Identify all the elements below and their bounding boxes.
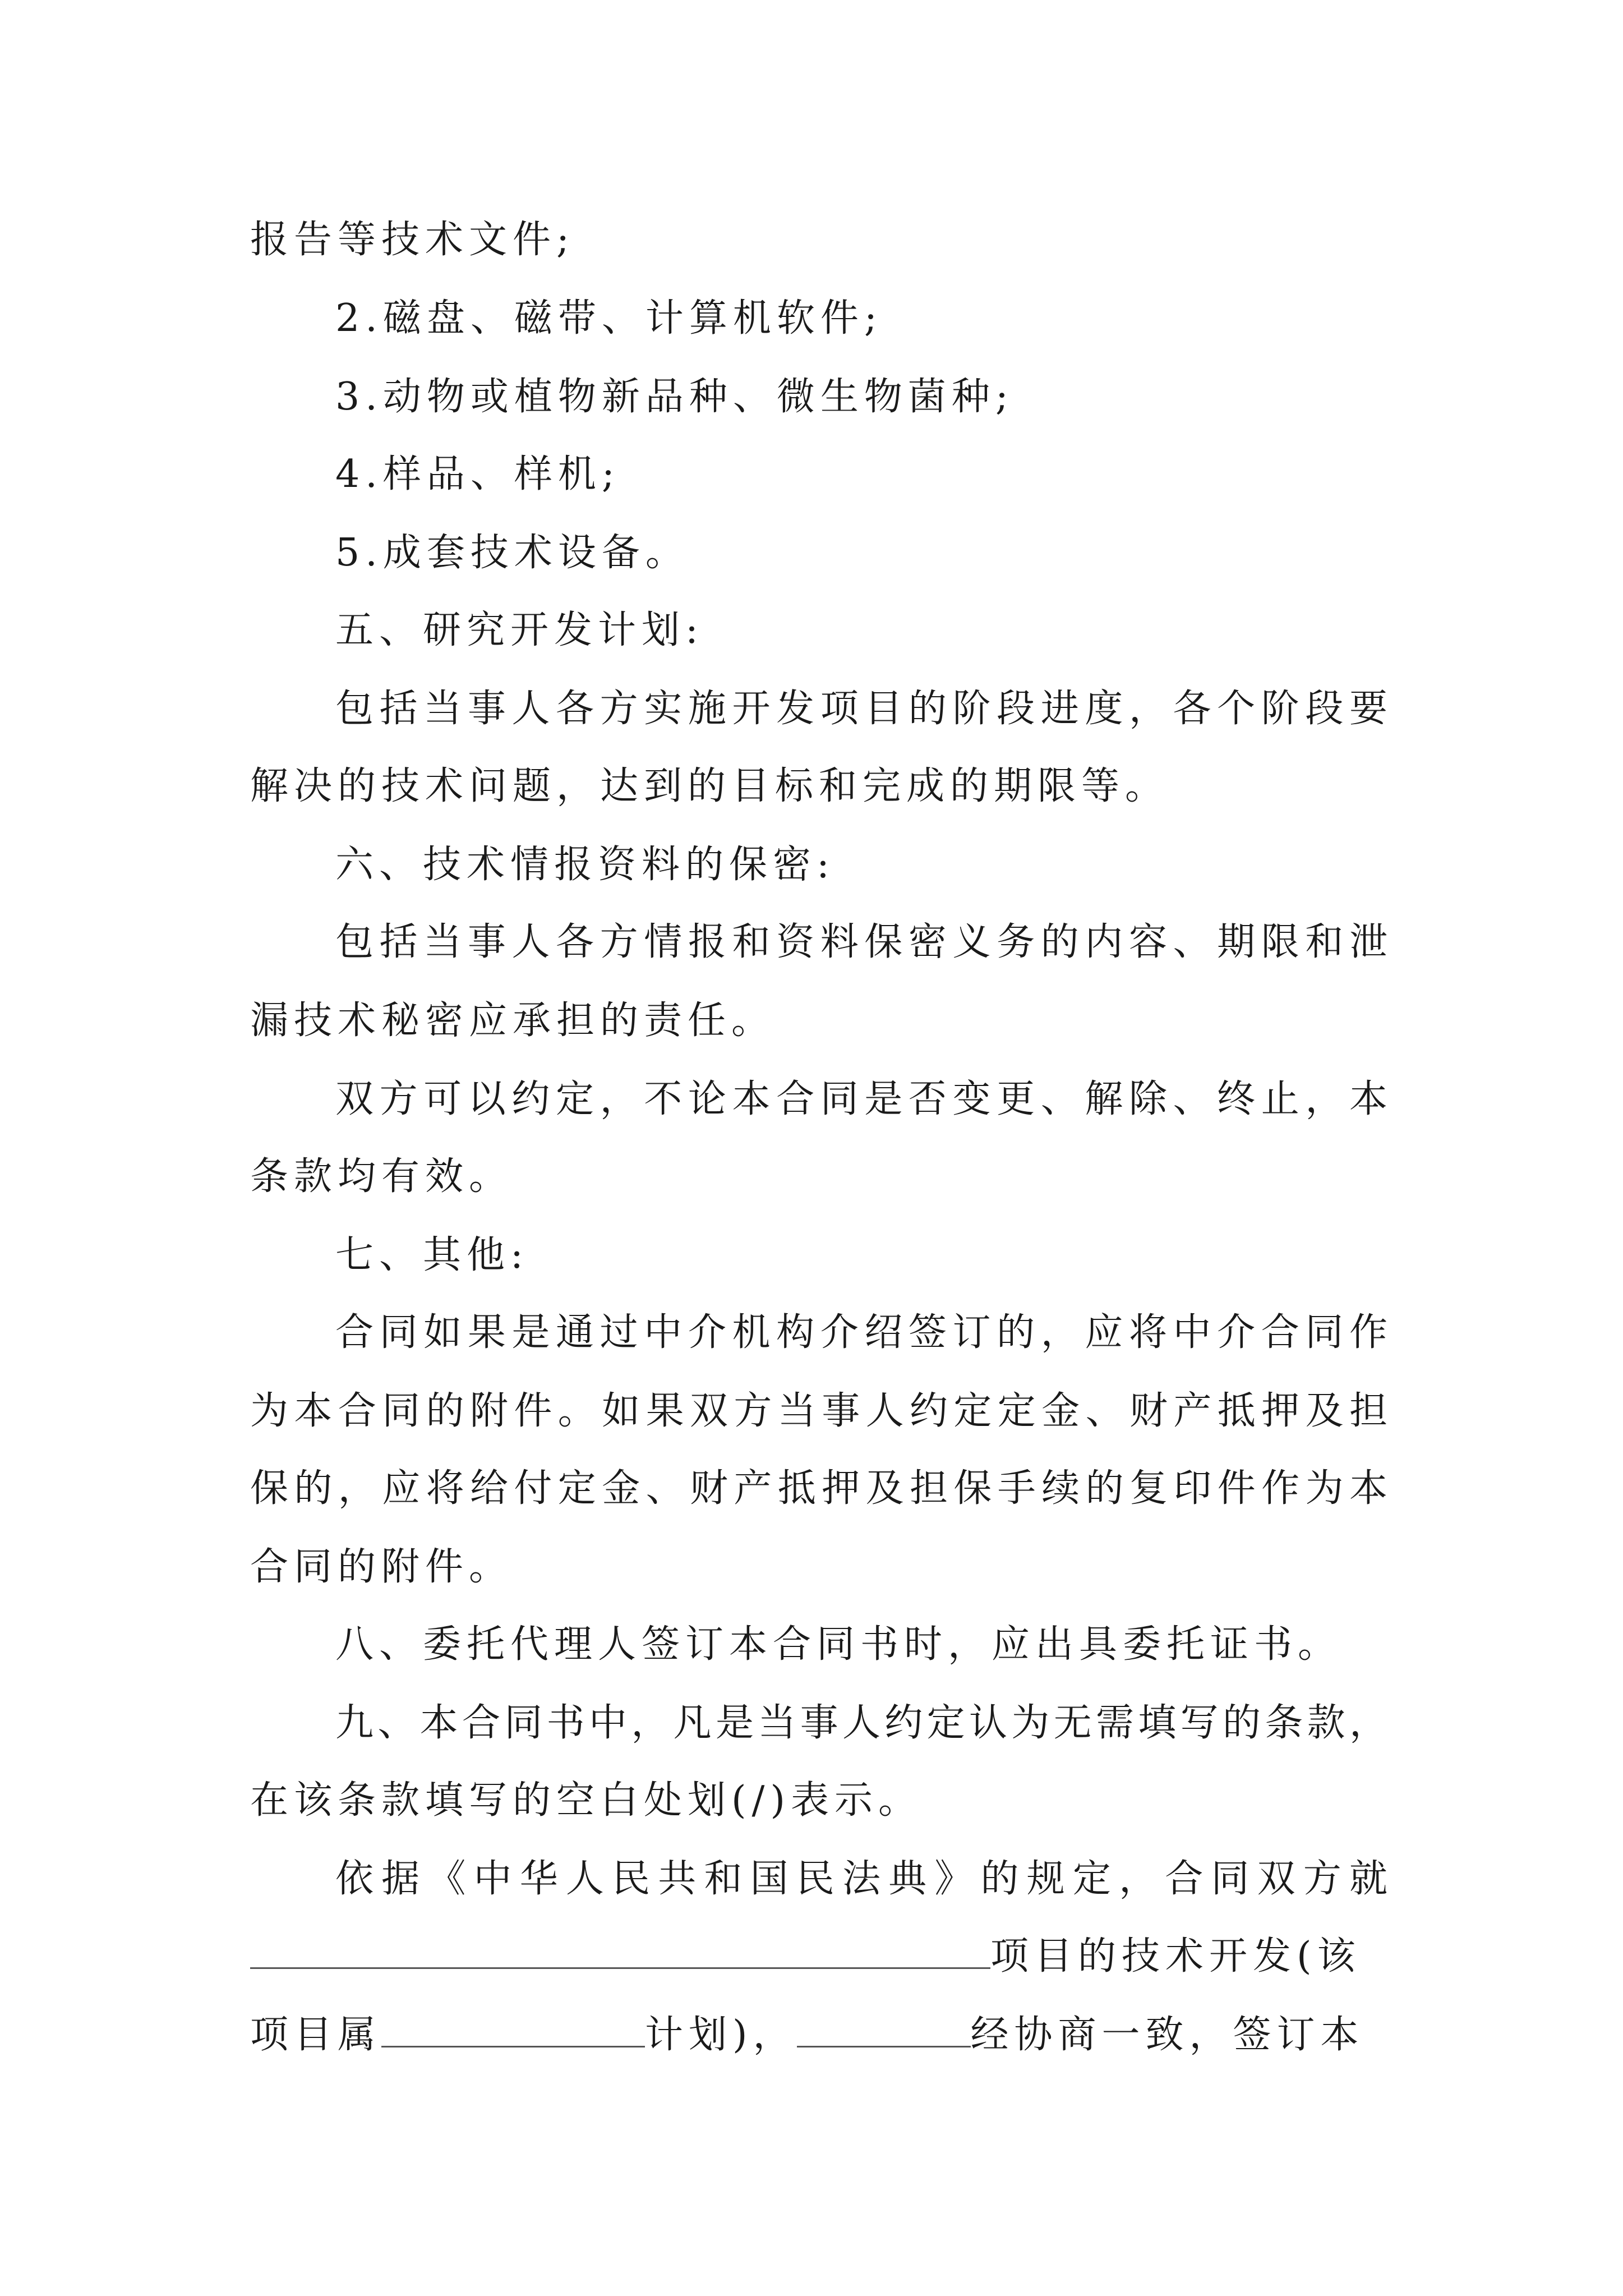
list-item-4: 4.样品、样机; (335, 452, 620, 496)
paragraph-line: 条款均有效。 (250, 1154, 513, 1199)
fill-line-text: 项目属 (250, 2013, 382, 2057)
paragraph-line: 漏技术秘密应承担的责任。 (250, 999, 776, 1043)
fill-line-text: 计划)， (645, 2013, 797, 2057)
section-heading-8: 八、委托代理人签订本合同书时，应出具委托证书。 (335, 1622, 1342, 1667)
blank-plan-type[interactable] (381, 2012, 645, 2047)
blank-project-name[interactable] (250, 1934, 990, 1969)
paragraph-line: 为本合同的附件。如果双方当事人约定定金、财产抵押及担 (250, 1389, 1387, 1433)
fill-line-text: 项目的技术开发(该 (990, 1934, 1361, 1978)
fill-in-line-plan (250, 1997, 1387, 2073)
paragraph-line: 包括当事人各方实施开发项目的阶段进度，各个阶段要 (335, 687, 1387, 731)
list-item-3: 3.动物或植物新品种、微生物菌种; (335, 375, 1014, 419)
text-line-1: 报告等技术文件; (250, 218, 575, 262)
blank-parties[interactable] (797, 2012, 971, 2047)
paragraph-line: 合同的附件。 (250, 1545, 513, 1589)
section-heading-9: 九、本合同书中，凡是当事人约定认为无需填写的条款， (335, 1701, 1387, 1745)
section-heading-5: 五、研究开发计划: (335, 608, 704, 652)
paragraph-line: 解决的技术问题，达到的目标和完成的期限等。 (250, 764, 1169, 808)
paragraph-line: 依据《中华人民共和国民法典》的规定，合同双方就 (335, 1857, 1387, 1901)
paragraph-line: 保的，应将给付定金、财产抵押及担保手续的复印件作为本 (250, 1466, 1387, 1511)
paragraph-line: 合同如果是通过中介机构介绍签订的，应将中介合同作 (335, 1310, 1387, 1355)
section-heading-6: 六、技术情报资料的保密: (335, 843, 835, 887)
list-item-2: 2.磁盘、磁带、计算机软件; (335, 296, 883, 341)
section-heading-7: 七、其他: (335, 1233, 529, 1277)
paragraph-line: 双方可以约定，不论本合同是否变更、解除、终止，本 (335, 1077, 1387, 1121)
list-item-5: 5.成套技术设备。 (335, 531, 689, 575)
paragraph-line: 在该条款填写的空白处划(/)表示。 (250, 1778, 922, 1823)
fill-in-line-project (250, 1918, 1387, 1995)
paragraph-line: 包括当事人各方情报和资料保密义务的内容、期限和泄 (335, 920, 1387, 964)
fill-line-text: 经协商一致，签订本 (970, 2013, 1364, 2057)
